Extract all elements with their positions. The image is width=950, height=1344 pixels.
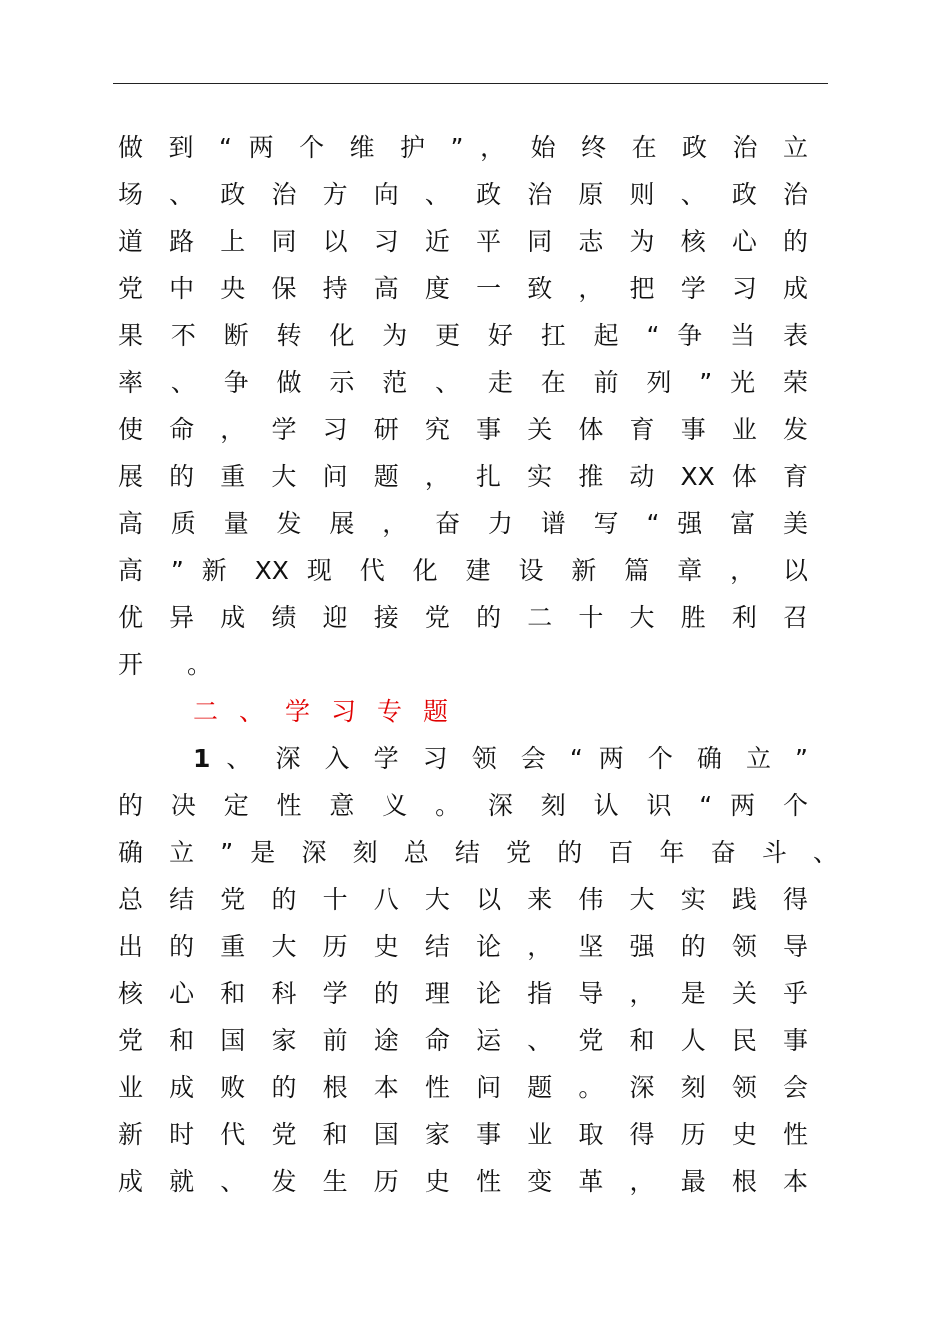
text-line: 率 、 争 做 示 范 、 走 在 前 列 ” 光 荣 (118, 368, 808, 397)
text-line: 业 成 败 的 根 本 性 问 题 。 深 刻 领 会 (118, 1073, 808, 1102)
text-line: 核 心 和 科 学 的 理 论 指 导 ， 是 关 乎 (118, 979, 808, 1008)
text-line: 确 立 ” 是 深 刻 总 结 党 的 百 年 奋 斗 、 (118, 838, 838, 867)
section-heading: 二、学习专题 (193, 697, 470, 726)
item-heading-line (118, 735, 808, 782)
text-line: 党 和 国 家 前 途 命 运 、 党 和 人 民 事 (118, 1026, 808, 1055)
text-line: 出 的 重 大 历 史 结 论 ， 坚 强 的 领 导 (118, 932, 808, 961)
item-number: 1 (193, 744, 211, 773)
text-line: 高 ” 新 XX 现 代 化 建 设 新 篇 章 ， 以 (118, 556, 808, 585)
text-line: 的 决 定 性 意 义 。 深 刻 认 识 “ 两 个 (118, 791, 808, 820)
text-line: 优 异 成 绩 迎 接 党 的 二 十 大 胜 利 召 (118, 603, 808, 632)
text-line: 场 、 政 治 方 向 、 政 治 原 则 、 政 治 (118, 180, 808, 209)
text-line: 展 的 重 大 问 题 ， 扎 实 推 动 XX 体 育 (118, 462, 808, 491)
text-line: 高 质 量 发 展 ， 奋 力 谱 写 “ 强 富 美 (118, 509, 808, 538)
text-line: 成 就 、 发 生 历 史 性 变 革 ， 最 根 本 (118, 1167, 808, 1196)
text-line: 新 时 代 党 和 国 家 事 业 取 得 历 史 性 (118, 1120, 808, 1149)
text-line: 开 。 (118, 650, 230, 679)
text-line: 总 结 党 的 十 八 大 以 来 伟 大 实 践 得 (118, 885, 808, 914)
header-rule (113, 83, 828, 84)
text-line: 党 中 央 保 持 高 度 一 致 ， 把 学 习 成 (118, 274, 808, 303)
document-body (118, 124, 838, 1205)
text-line: 使 命 ， 学 习 研 究 事 关 体 育 事 业 发 (118, 415, 808, 444)
text-line: 做 到 “ 两 个 维 护 ” ， 始 终 在 政 治 立 (118, 133, 808, 162)
item-heading-text: 、 深 入 学 习 领 会 “ 两 个 确 立 ” (226, 744, 808, 773)
text-line: 果 不 断 转 化 为 更 好 扛 起 “ 争 当 表 (118, 321, 808, 350)
text-line: 道 路 上 同 以 习 近 平 同 志 为 核 心 的 (118, 227, 808, 256)
